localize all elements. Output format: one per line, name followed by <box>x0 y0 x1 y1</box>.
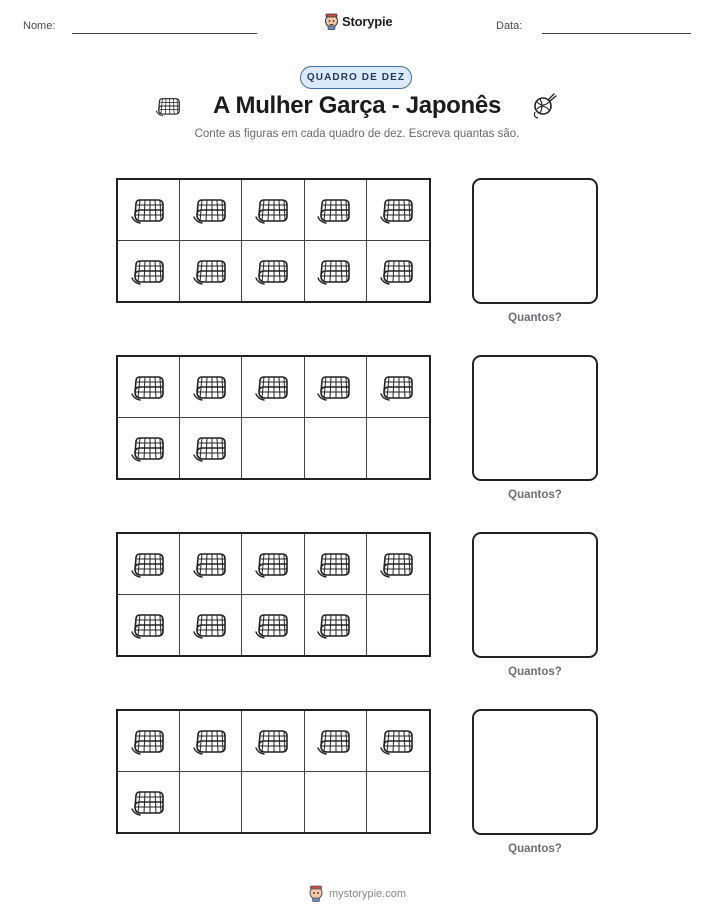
answer-box-2[interactable] <box>472 355 598 481</box>
futon-icon <box>316 195 354 225</box>
storypie-mascot-icon <box>324 13 339 30</box>
footer-site: mystorypie.com <box>329 887 407 900</box>
futon-icon <box>254 195 292 225</box>
ten-frame-cell <box>180 772 242 833</box>
futon-icon <box>130 433 168 463</box>
futon-icon <box>192 256 230 286</box>
futon-icon <box>379 372 417 402</box>
futon-icon <box>316 726 354 756</box>
answer-box-1[interactable] <box>472 178 598 304</box>
futon-icon <box>254 256 292 286</box>
answer-label-3: Quantos? <box>508 666 562 678</box>
ten-frame-4 <box>116 709 431 834</box>
ten-frame-cell <box>180 418 242 479</box>
answer-label-4: Quantos? <box>508 843 562 855</box>
ten-frame-cell <box>305 711 367 772</box>
ten-frame-cell <box>242 595 304 656</box>
storypie-mascot-icon <box>308 885 324 902</box>
ten-frame-1 <box>116 178 431 303</box>
futon-icon <box>192 372 230 402</box>
futon-icon <box>192 549 230 579</box>
ten-frame-cell <box>242 772 304 833</box>
futon-icon <box>254 372 292 402</box>
worksheet-type-badge: QUADRO DE DEZ <box>300 66 412 89</box>
futon-icon <box>192 195 230 225</box>
answer-box-3[interactable] <box>472 532 598 658</box>
ten-frame-cell <box>118 241 180 302</box>
ten-frame-cell <box>305 180 367 241</box>
ten-frame-cell <box>305 772 367 833</box>
futon-icon <box>130 726 168 756</box>
name-field[interactable] <box>72 33 257 34</box>
name-label: Nome: <box>23 20 56 32</box>
ten-frame-cell <box>305 241 367 302</box>
futon-icon <box>316 549 354 579</box>
ten-frame-cell <box>367 180 429 241</box>
ten-frame-cell <box>367 357 429 418</box>
futon-icon <box>254 726 292 756</box>
ten-frame-cell <box>305 595 367 656</box>
page-title: A Mulher Garça - Japonês <box>213 92 501 119</box>
futon-icon <box>130 787 168 817</box>
brand-name: Storypie <box>342 14 393 29</box>
ten-frame-cell <box>305 357 367 418</box>
instructions: Conte as figuras em cada quadro de dez. Escreva quantas são. <box>194 128 520 140</box>
futon-icon <box>192 610 230 640</box>
ten-frame-cell <box>367 534 429 595</box>
date-label: Data: <box>496 20 523 32</box>
ten-frame-cell <box>118 180 180 241</box>
ten-frame-cell <box>367 418 429 479</box>
futon-icon <box>379 195 417 225</box>
ten-frame-cell <box>118 595 180 656</box>
footer <box>308 885 406 902</box>
ten-frame-cell <box>180 711 242 772</box>
ten-frame-cell <box>118 357 180 418</box>
ten-frame-3 <box>116 532 431 657</box>
ten-frame-cell <box>367 711 429 772</box>
answer-label-1: Quantos? <box>508 312 562 324</box>
futon-icon <box>254 610 292 640</box>
brand-logo <box>324 13 392 30</box>
ten-frame-cell <box>118 772 180 833</box>
answer-label-2: Quantos? <box>508 489 562 501</box>
futon-icon <box>192 726 230 756</box>
futon-icon <box>130 195 168 225</box>
ten-frame-cell <box>367 241 429 302</box>
futon-icon <box>130 610 168 640</box>
futon-icon <box>379 726 417 756</box>
ten-frame-cell <box>305 534 367 595</box>
ten-frame-cell <box>180 357 242 418</box>
ten-frame-cell <box>367 595 429 656</box>
ten-frame-cell <box>242 534 304 595</box>
date-field[interactable] <box>542 33 691 34</box>
futon-icon <box>130 549 168 579</box>
ten-frame-cell <box>242 241 304 302</box>
ten-frame-cell <box>118 534 180 595</box>
ten-frame-cell <box>305 418 367 479</box>
yarn-icon <box>530 92 558 120</box>
ten-frame-cell <box>242 357 304 418</box>
ten-frame-cell <box>180 241 242 302</box>
ten-frame-cell <box>180 595 242 656</box>
futon-icon <box>316 610 354 640</box>
ten-frame-cell <box>242 418 304 479</box>
futon-icon <box>130 256 168 286</box>
futon-icon <box>379 549 417 579</box>
ten-frame-cell <box>118 711 180 772</box>
answer-box-4[interactable] <box>472 709 598 835</box>
futon-icon <box>316 372 354 402</box>
futon-icon <box>130 372 168 402</box>
ten-frame-cell <box>118 418 180 479</box>
futon-icon <box>192 433 230 463</box>
ten-frame-cell <box>242 180 304 241</box>
ten-frame-2 <box>116 355 431 480</box>
ten-frame-cell <box>367 772 429 833</box>
futon-icon <box>316 256 354 286</box>
ten-frame-cell <box>180 180 242 241</box>
ten-frame-cell <box>180 534 242 595</box>
futon-icon <box>379 256 417 286</box>
ten-frame-cell <box>242 711 304 772</box>
futon-icon <box>254 549 292 579</box>
